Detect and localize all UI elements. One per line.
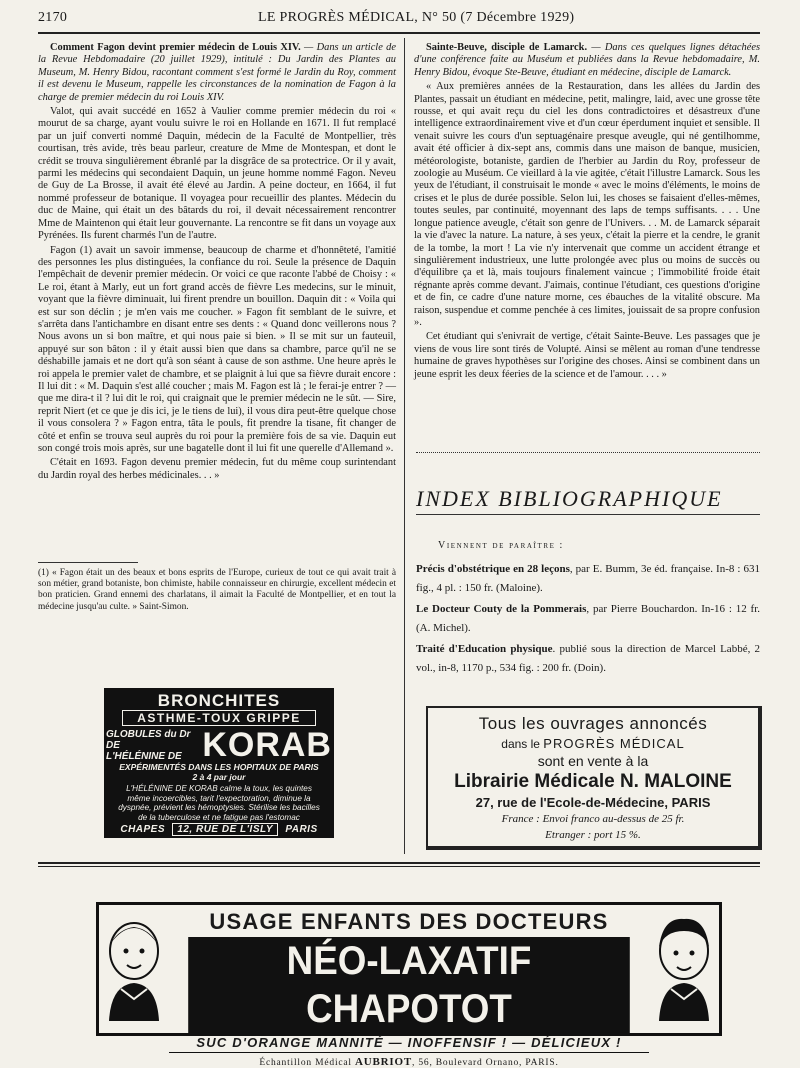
index-entry-details: , par Pierre Bouchardon. In-16 : 12 fr. (A. Michel). — [416, 603, 760, 634]
header-rule — [38, 32, 760, 34]
sainte-beuve-intro — [414, 42, 760, 79]
korab-tested: EXPÉRIMENTÉS DANS LES HOPITAUX DE PARIS — [119, 762, 319, 772]
korab-subheadline: ASTHME-TOUX GRIPPE — [122, 710, 316, 726]
footnote-rule — [38, 562, 138, 563]
neo-usage-line: USAGE ENFANTS DES DOCTEURS — [209, 909, 609, 934]
korab-product-lines — [106, 729, 198, 762]
neo-tagline: SUC D'ORANGE MANNITÉ — INOFFENSIF ! — DÉLICIEUX ! — [169, 1035, 649, 1053]
neo-sample: Échantillon Médical — [259, 1058, 356, 1068]
column-divider — [404, 38, 405, 854]
korab-dosage: 2 à 4 par jour — [192, 772, 246, 782]
index-entry — [416, 600, 760, 638]
index-entry — [416, 560, 760, 598]
korab-globules: GLOBULES du Dr DE — [106, 728, 191, 751]
index-top-rule — [416, 452, 760, 453]
maloine-line3: sont en vente à la — [537, 753, 649, 769]
maloine-france: France : Envoi franco au-dessus de 25 fr. — [501, 813, 685, 825]
index-title: INDEX BIBLIOGRAPHIQUE — [416, 486, 723, 511]
index-entry-details: , par E. Bumm, 3e éd. française. In-8 : 631 fig., 4 pl. : 150 fr. (Maloine). — [416, 563, 760, 594]
sainte-beuve-paragraph-1: « Aux premières années de la Restauration, dans les allées du Jardin des Plantes, passait un étudiant en médecine, petit, malingre, laid, avec une grosse tête rousse, et qui avait reçu du ciel les dons contradictoires et désastreux d'une intelligence extraordinairement vive et d'un cœur éperdument inquiet et sensible. Il venait suivre les cours d'un septuagénaire presque aveugle, qui né gentilhomme, avait été officier à dix-sept ans, commis dans une maison de banque, musicien, météorologiste, botaniste, gardien de l'herbier au Jardin du Roy, professeur de zoologie au Muséum. Ce vieillard à la vie agitée, c'était l'illustre Lamarck. Sous les yeux de l'étudiant, il construisait le monde « avec le moins d'éléments, le moins de crises et le plus de durée possible. Selon lui, les choses se faisaient d'elles-mêmes, toutes seules, par continuité, moyennant des laps de temps suffisants. . . . Une longue patience aveugle, c'était son genre de l'Univers. . . M. de Lamarck séparait la vie d'avec la nature. La nature, à ses yeux, c'était la pierre et la cendre, le granit de la tombe, la mort ! La vie n'y intervenait que comme un accident étrange et singulièrement industrieux, une lutte prolongée avec plus ou moins de succès ou d'équilibre ça et là, mais toujours finalement vaincue ; l'immobilité froide était régnante après comme devant. J'aimais, continue l'étudiant, ces questions d'origine et de fin, ce cadre d'une nature morne, ces ébauches de la vitalité obscure. Ma raison, suspendue et comme penchée à ces limites, jouissait de sa propre confusion ». — [414, 81, 760, 328]
child-portrait-left-icon — [103, 911, 165, 1021]
maloine-dans-le: dans le — [501, 737, 544, 751]
korab-brand: KORAB — [202, 726, 332, 764]
neo-sample-address — [99, 1056, 719, 1068]
section-rule — [38, 862, 760, 864]
korab-city: PARIS — [285, 824, 318, 836]
index-title-rule — [416, 514, 760, 515]
maloine-journal: PROGRÈS MÉDICAL — [543, 736, 685, 751]
fagon-paragraph-3: C'était en 1693. Fagon devenu premier médecin, fut du même coup surintendant du Jardin royal des herbes médicinales. . . » — [38, 457, 396, 481]
fagon-paragraph-2: Fagon (1) avait un savoir immense, beaucoup de charme et d'honnêteté, l'amitié des personnes les plus distinguées, la confiance du roi. Seule la présence de Daquin l'empêchait de devenir premier médecin. Or voici ce que raconte l'abbé de Choisy : « Le roi, étant à Marly, eut un fort grand accès de fièvre Les medecins, sur le minuit, voyant que la fièvre diminuait, lui firent prendre un bouillon. Daquin dit : « Voila qui est sur son déclin ; je m'en vais me coucher. » Fagon fit semblant de le suivre, et s'arrêta dans l'antichambre en disant entre ses dents : « Quand donc veillerons nous ? Nous avons un si bon maître, et qui nous paie si bien. » Il se mit sur un fauteuil, appuyé sur son bâton : il y était aussi bien que dans sa chambre, parce qu'il ne se déshabille jamais et ne dort qu'à son séant à cause de son asthme. Une heure après le roi appela le premier valet de chambre, et se plaignit à lui que sa fièvre durait encore : Il lui dit : « M. Daquin s'est allé coucher ; mais M. Fagon est là ; le ferai-je entrer ? — que me dira-t il ? lui dit le roi, qui craignait que le premier médecin ne le sût. — Sire, reprit Niert (et ce que je dis ici, je le tiens de lui), il vous dira peut-être quelque chose il vous consolera ? » Fagon entra, tâta le pouls, fit prendre la tisane, fit changer de côté et enfin se trouva seul auprès du roi pour la première fois de sa vie. Daquin eut son congé trois mois après, sur une bagatelle dont il lui fit une querelle d'Allemand ». — [38, 244, 396, 454]
neo-company: AUBRIOT — [355, 1056, 412, 1068]
maloine-line2 — [428, 736, 758, 751]
korab-brand-row — [106, 728, 332, 762]
sainte-beuve-summary: — Dans ces quelques lignes détachées d'une conférence faite au Muséum et publiées dans la Revue hebdomadaire, M. Henry Bidou, évoque Ste-Beuve, étudiant en médecine, disciple de Lamarck. — [414, 42, 760, 78]
maloine-advertisement — [426, 706, 762, 850]
neo-laxatif-advertisement — [96, 902, 722, 1068]
neo-address: , 56, Boulevard Ornano, PARIS. — [412, 1058, 559, 1068]
index-entry-title: Le Docteur Couty de la Pommerais — [416, 603, 587, 615]
fagon-article-intro — [38, 42, 396, 104]
fagon-paragraph-1: Valot, qui avait succédé en 1652 à Vaulier comme premier médecin du roi « mourut de sa charge, ayant voulu suivre le roi en Hollande en 1671. Il fut remplacé par un juif converti nommé Daquin, médecin de la Faculté de Montpellier, très courtisan, très avide, très beau parleur, creature de Mme de Montespan, et dont le crédit se trouva singulièrement ébranlé par la disgrâce de sa protectrice. Or il y avait, parmi les médecins qui secondaient Daquin, un jeune homme nommé Fagon. Neveu de Guy de La Brosse, il avait été élevé au Jardin. A peine docteur, en 1664, il fut nommé professeur de botanique. Il voyagea pour recueillir des plantes. Médecin du duc de Maine, qui était un des bâtards du roi, il devait nécessairement rencontrer Mme de Maintenon qui était leur gouvernante. La rencontre se fit dans un voyage aux Pyrénées. Ils furent charmés l'un de l'autre. — [38, 106, 396, 242]
sainte-beuve-paragraph-2: Cet étudiant qui s'enivrait de vertige, c'était Sainte-Beuve. Les passages que je viens de vous lire sont tirés de Volupté. Ainsi se mêlent au roman d'une tendresse humaine de graves hypothèses sur l'origine des choses. Ainsi se combinent dans un jeune esprit les deux féeries de la science et de l'amour. . . . » — [414, 331, 760, 380]
korab-helenine: L'HÉLÉNINE DE — [106, 750, 182, 762]
footnote: (1) « Fagon était un des beaux et bons esprits de l'Europe, curieux de tout ce qui avait trait à son métier, grand botaniste, bon chimiste, habile connaisseur en chirurgie, excellent médecin et bon praticien. Grand ennemi des charlatans, il aimait la Faculté de Montpellier, et en tout la médecine jusqu'au culte. » Saint-Simon. — [38, 568, 396, 612]
section-rule-thin — [38, 866, 760, 867]
korab-street: 12, RUE DE L'ISLY — [172, 823, 278, 836]
korab-advertisement — [104, 688, 334, 838]
korab-body: L'HÉLÉNINE DE KORAB calme la toux, les quintes même incoercibles, tarit l'expectoration, diminue la dyspnée, prévient les hémoptysies. Stérilise les bacilles de la tuberculose et ne fatigue pas l'estomac — [118, 784, 320, 822]
sainte-beuve-title: Sainte-Beuve, disciple de Lamarck. — [426, 42, 588, 53]
korab-address — [106, 824, 332, 836]
korab-headline: BRONCHITES — [157, 691, 281, 710]
child-portrait-right-icon — [653, 911, 715, 1021]
index-entry-title: Traité d'Education physique — [416, 643, 553, 655]
fagon-article-summary: — Dans un article de la Revue Hebdomadaire (20 juillet 1929), intitulé : Du Jardin des Plantes au Museum, M. Henry Bidou, racontant comment s'est formé le Jardin du Roy, comment il est devenu le Museum, rappelle les circonstances de la nomination de Fagon à la charge de premier médecin du roi Louis XIV. — [38, 42, 396, 103]
index-subtitle: Viennent de paraître : — [438, 540, 564, 551]
maloine-librairie: Librairie Médicale N. MALOINE — [454, 771, 732, 792]
running-header — [38, 10, 760, 26]
index-entry-title: Précis d'obstétrique en 28 leçons — [416, 563, 570, 575]
maloine-etranger: Etranger : port 15 %. — [545, 829, 641, 841]
fagon-article-title: Comment Fagon devint premier médecin de Louis XIV. — [50, 42, 301, 53]
neo-brand: NÉO-LAXATIF CHAPOTOT — [188, 937, 630, 1033]
right-column — [414, 42, 760, 383]
maloine-line1: Tous les ouvrages annoncés — [478, 714, 708, 733]
journal-title: LE PROGRÈS MÉDICAL, N° 50 (7 Décembre 1929) — [258, 10, 575, 25]
korab-chapes: CHAPES — [120, 824, 166, 836]
index-entry-details: . publié sous la direction de Marcel Labbé, 2 vol., in-8, 1170 p., 534 fig. : 200 fr. (Doin). — [416, 643, 760, 674]
left-column — [38, 42, 396, 484]
maloine-address: 27, rue de l'Ecole-de-Médecine, PARIS — [475, 795, 711, 810]
page-number: 2170 — [38, 10, 68, 25]
index-entry — [416, 640, 760, 678]
